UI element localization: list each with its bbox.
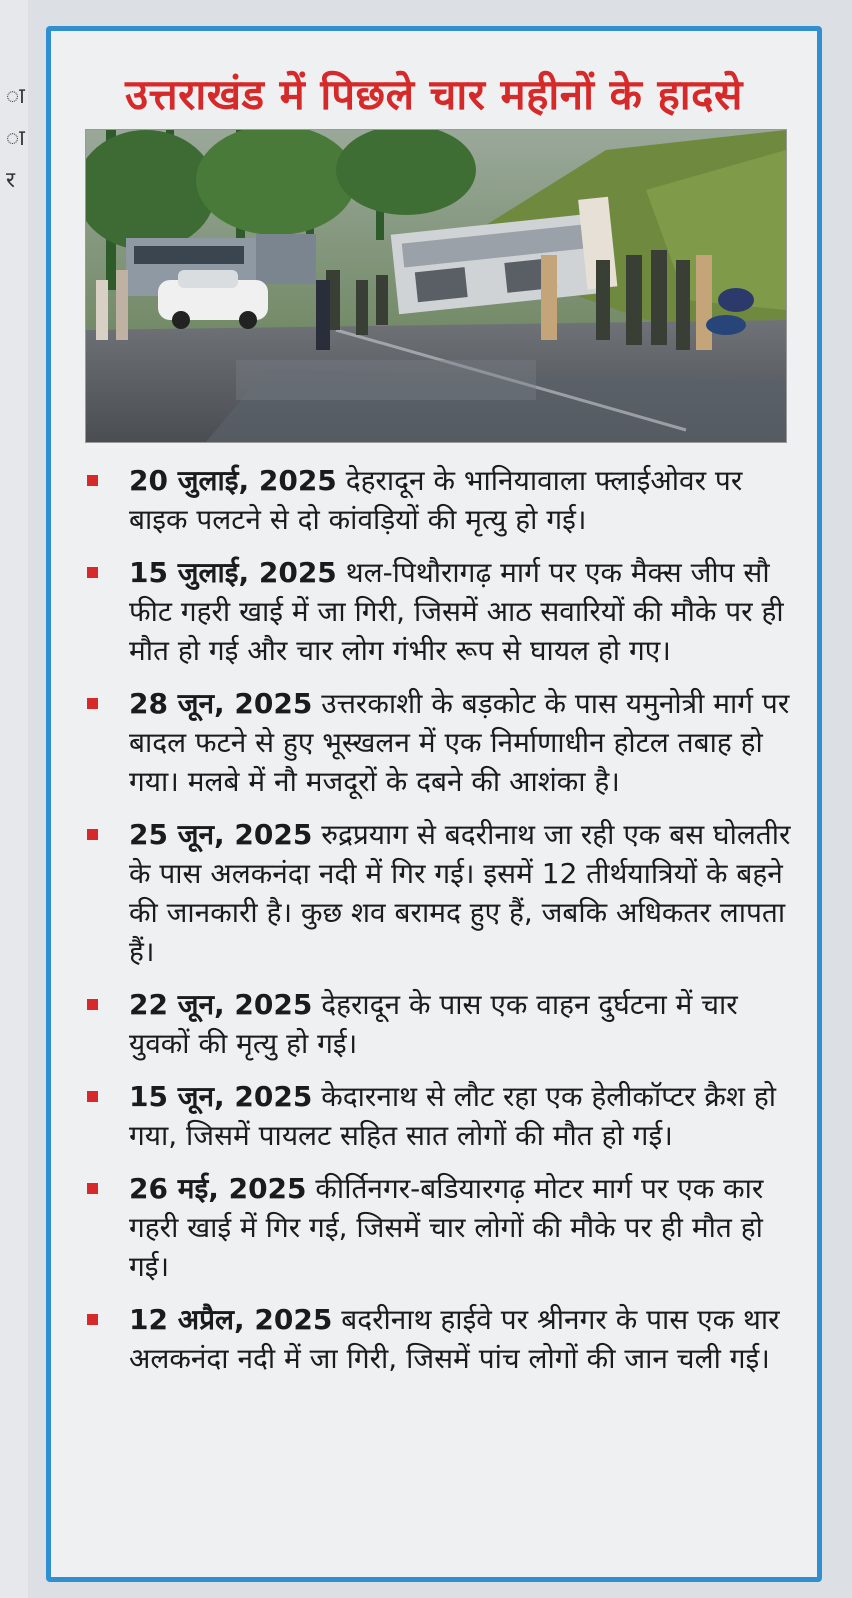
bullet-icon [87,698,98,709]
item-date: 12 अप्रैल, 2025 [129,1303,333,1336]
list-item [81,553,801,670]
accident-photo-illustration [86,130,786,442]
item-text: थल-पिथौरागढ़ मार्ग पर एक मैक्स जीप सौ फीट गहरी खाई में जा गिरी, जिसमें आठ सवारियों की मौके पर ही मौत हो गई और चार लोग गंभीर रूप से घायल हो गए। [129,556,784,667]
list-item [81,1077,801,1155]
item-text: बदरीनाथ हाईवे पर श्रीनगर के पास एक थार अलकनंदा नदी में जा गिरी, जिसमें पांच लोगों की जान चली गई। [129,1303,780,1375]
item-date: 22 जून, 2025 [129,988,313,1021]
list-item [81,815,801,971]
accident-photo [85,129,787,443]
list-item [81,684,801,801]
item-date: 28 जून, 2025 [129,687,313,720]
margin-glyph: ा [6,84,25,109]
page-margin [0,0,28,1598]
item-date: 26 मई, 2025 [129,1172,307,1205]
bullet-icon [87,567,98,578]
bullet-icon [87,999,98,1010]
news-box [46,26,822,1582]
item-text: देहरादून के पास एक वाहन दुर्घटना में चार युवकों की मृत्यु हो गई। [129,988,738,1060]
item-text: केदारनाथ से लौट रहा एक हेलीकॉप्टर क्रैश हो गया, जिसमें पायलट सहित सात लोगों की मौत हो गई। [129,1080,776,1152]
list-item [81,1169,801,1286]
item-date: 25 जून, 2025 [129,818,313,851]
item-date: 15 जून, 2025 [129,1080,313,1113]
item-text: रुद्रप्रयाग से बदरीनाथ जा रही एक बस घोलतीर के पास अलकनंदा नदी में गिर गई। इसमें 12 तीर्थयात्रियों के बहने की जानकारी है। कुछ शव बरामद हुए हैं, जबकि अधिकतर लापता हैं। [129,818,791,968]
item-text: कीर्तिनगर-बडियारगढ़ मोटर मार्ग पर एक कार गहरी खाई में गिर गई, जिसमें चार लोगों की मौके पर ही मौत हो गई। [129,1172,764,1283]
bullet-icon [87,1091,98,1102]
margin-glyph: र [6,168,15,193]
item-text: उत्तरकाशी के बड़कोट के पास यमुनोत्री मार्ग पर बादल फटने से हुए भूस्खलन में एक निर्माणाधीन होटल तबाह हो गया। मलबे में नौ मजदूरों के दबने की आशंका है। [129,687,790,798]
bullet-icon [87,1183,98,1194]
item-text: देहरादून के भानियावाला फ्लाईओवर पर बाइक पलटने से दो कांवड़ियों की मृत्यु हो गई। [129,464,743,536]
bullet-icon [87,1314,98,1325]
list-item [81,1300,801,1378]
incident-list [81,461,801,1392]
item-date: 15 जुलाई, 2025 [129,556,337,589]
item-date: 20 जुलाई, 2025 [129,464,337,497]
headline: उत्तराखंड में पिछले चार महीनों के हादसे [125,70,743,119]
margin-glyph: ा [6,126,25,151]
bullet-icon [87,829,98,840]
bullet-icon [87,475,98,486]
list-item [81,985,801,1063]
list-item [81,461,801,539]
